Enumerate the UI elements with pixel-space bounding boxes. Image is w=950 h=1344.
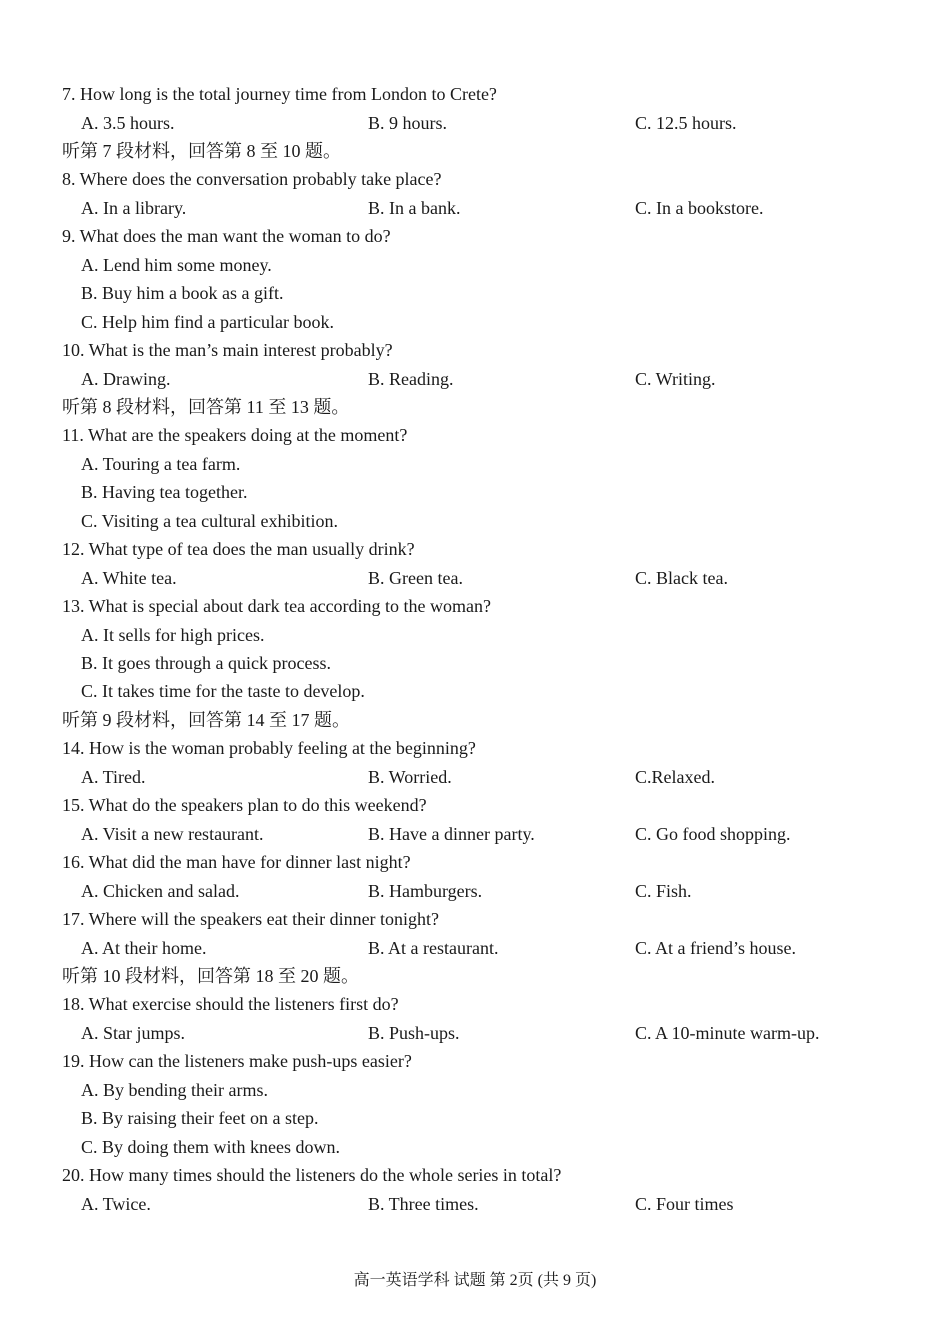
question-text: 8. Where does the conversation probably take place? <box>62 169 442 190</box>
question-line <box>0 1047 950 1075</box>
options-row <box>0 194 950 222</box>
question-text: 13. What is special about dark tea according to the woman? <box>62 596 492 617</box>
option-text: B. Buy him a book as a gift. <box>81 283 284 304</box>
option-line <box>0 478 950 506</box>
question-line <box>0 421 950 449</box>
option-text: C. Help him find a particular book. <box>81 311 334 332</box>
option-c: C. At a friend’s house. <box>635 937 796 958</box>
question-text: 9. What does the man want the woman to do? <box>62 226 391 247</box>
question-text: 11. What are the speakers doing at the moment? <box>62 425 408 446</box>
section-instruction-text: 听第 7 段材料，回答第 8 至 10 题。 <box>62 140 341 161</box>
section-instruction <box>0 962 950 990</box>
page-footer: 高一英语学科 试题 第 2页 (共 9 页) <box>353 1272 597 1289</box>
option-a: A. Star jumps. <box>81 1022 186 1043</box>
question-line <box>0 535 950 563</box>
option-c: C. Writing. <box>635 368 716 389</box>
question-line <box>0 80 950 108</box>
question-line <box>0 222 950 250</box>
option-a: A. In a library. <box>81 197 187 218</box>
option-text: C. By doing them with knees down. <box>81 1136 340 1157</box>
options-row <box>0 763 950 791</box>
section-instruction <box>0 137 950 165</box>
option-c: C. Go food shopping. <box>635 823 791 844</box>
option-text: B. It goes through a quick process. <box>81 653 331 673</box>
option-line <box>0 507 950 535</box>
option-text: B. By raising their feet on a step. <box>81 1108 319 1129</box>
option-line <box>0 1104 950 1132</box>
question-text: 18. What exercise should the listeners first do? <box>62 994 399 1015</box>
option-a: A. 3.5 hours. <box>81 112 175 133</box>
option-a: A. Visit a new restaurant. <box>81 823 264 844</box>
section-instruction-text: 听第 9 段材料，回答第 14 至 17 题。 <box>62 709 350 730</box>
options-row <box>0 564 950 592</box>
option-line <box>0 621 950 649</box>
question-text: 19. How can the listeners make push-ups easier? <box>62 1051 412 1072</box>
question-line <box>0 905 950 933</box>
option-text: A. It sells for high prices. <box>81 624 265 645</box>
question-line <box>0 990 950 1018</box>
section-instruction-text: 听第 8 段材料，回答第 11 至 13 题。 <box>62 396 350 417</box>
option-line <box>0 450 950 478</box>
question-line <box>0 734 950 762</box>
question-text: 10. What is the man’s main interest probably? <box>62 340 393 361</box>
option-text: C. Visiting a tea cultural exhibition. <box>81 510 339 531</box>
option-b: B. Green tea. <box>368 567 463 588</box>
option-b: B. At a restaurant. <box>368 937 499 958</box>
option-c: C. Black tea. <box>635 567 728 588</box>
option-line <box>0 1076 950 1104</box>
option-a: A. Drawing. <box>81 368 171 389</box>
question-line <box>0 1161 950 1189</box>
options-row <box>0 877 950 905</box>
option-line <box>0 308 950 336</box>
options-row <box>0 820 950 848</box>
options-row <box>0 109 950 137</box>
option-c: C. In a bookstore. <box>635 197 764 218</box>
option-b: B. Three times. <box>368 1193 479 1214</box>
question-line <box>0 165 950 193</box>
option-text: C. It takes time for the taste to develop. <box>81 681 365 702</box>
question-text: 20. How many times should the listeners do the whole series in total? <box>62 1165 562 1186</box>
option-line <box>0 279 950 307</box>
option-b: B. In a bank. <box>368 197 461 218</box>
option-c: C. 12.5 hours. <box>635 112 737 133</box>
option-a: A. Twice. <box>81 1193 151 1214</box>
option-a: A. White tea. <box>81 567 177 588</box>
question-line <box>0 336 950 364</box>
option-b: B. Hamburgers. <box>368 880 483 901</box>
option-b: B. Reading. <box>368 368 454 389</box>
options-row <box>0 934 950 962</box>
option-line <box>0 251 950 279</box>
question-text: 16. What did the man have for dinner last night? <box>62 852 411 873</box>
option-b: B. 9 hours. <box>368 112 448 133</box>
option-b: B. Push-ups. <box>368 1022 460 1043</box>
question-text: 12. What type of tea does the man usually drink? <box>62 539 415 560</box>
options-row <box>0 1019 950 1047</box>
question-line <box>0 791 950 819</box>
option-c: C. Four times <box>635 1193 734 1214</box>
option-c: C.Relaxed. <box>635 766 715 787</box>
question-line <box>0 592 950 620</box>
section-instruction <box>0 706 950 734</box>
option-line <box>0 677 950 705</box>
option-text: B. Having tea together. <box>81 482 248 503</box>
option-b: B. Worried. <box>368 766 452 787</box>
question-text: 17. Where will the speakers eat their dinner tonight? <box>62 909 440 929</box>
option-text: A. Lend him some money. <box>81 254 272 275</box>
options-row <box>0 365 950 393</box>
option-text: A. By bending their arms. <box>81 1079 268 1100</box>
question-text: 14. How is the woman probably feeling at the beginning? <box>62 738 476 759</box>
section-instruction-text: 听第 10 段材料，回答第 18 至 20 题。 <box>62 965 359 986</box>
option-line <box>0 649 950 677</box>
option-line <box>0 1133 950 1161</box>
options-row <box>0 1190 950 1218</box>
question-text: 7. How long is the total journey time from London to Crete? <box>62 84 497 104</box>
option-a: A. Chicken and salad. <box>81 880 240 901</box>
option-text: A. Touring a tea farm. <box>81 453 241 474</box>
option-b: B. Have a dinner party. <box>368 823 535 844</box>
option-c: C. A 10-minute warm-up. <box>635 1022 820 1043</box>
question-text: 15. What do the speakers plan to do this weekend? <box>62 795 427 816</box>
question-line <box>0 848 950 876</box>
option-a: A. At their home. <box>81 937 207 958</box>
option-a: A. Tired. <box>81 766 146 787</box>
option-c: C. Fish. <box>635 880 692 901</box>
section-instruction <box>0 393 950 421</box>
